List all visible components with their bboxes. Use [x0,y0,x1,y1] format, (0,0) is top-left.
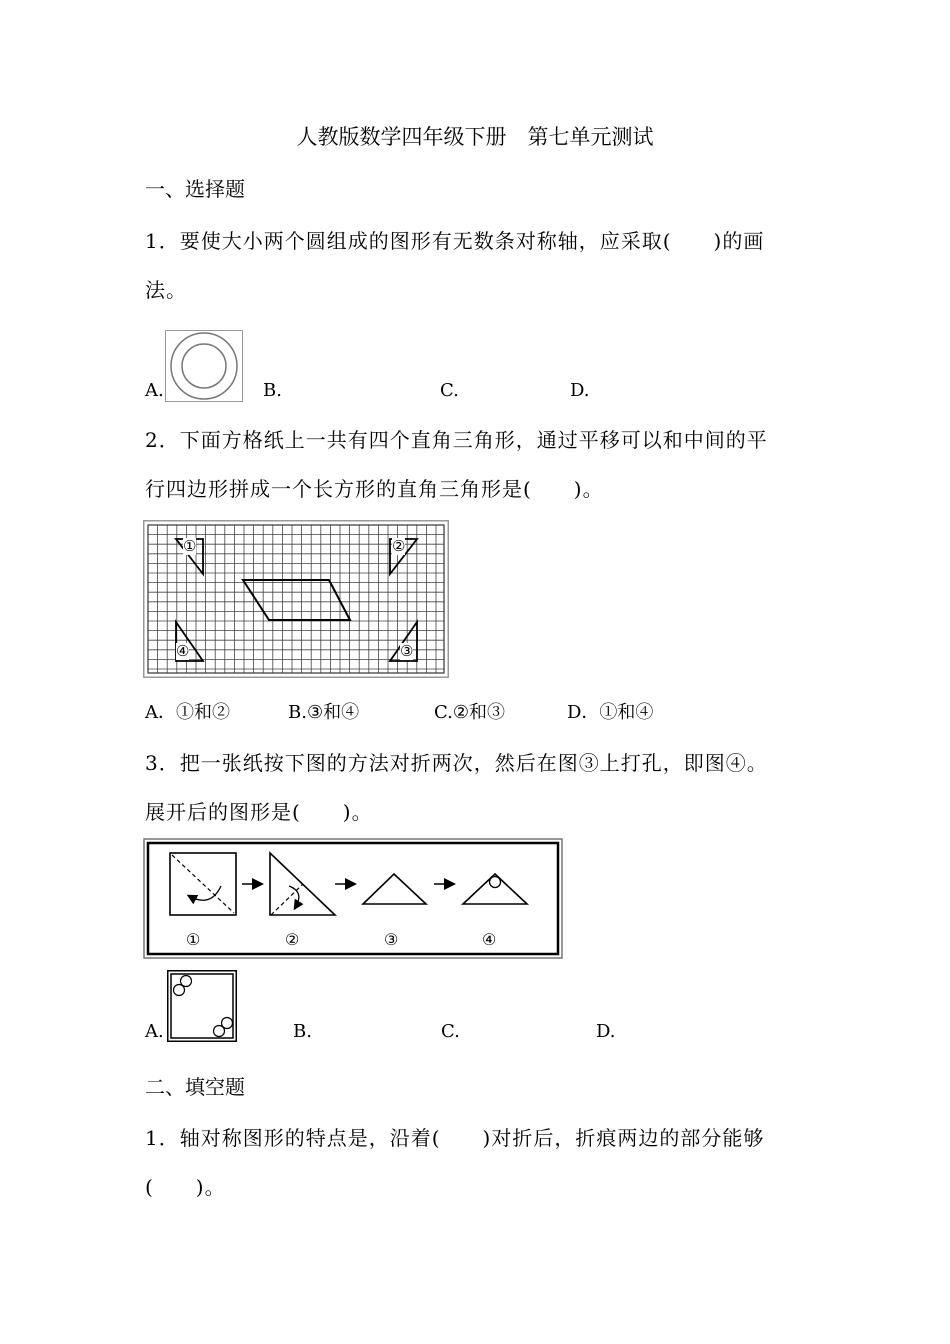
q2-grid-figure [143,520,449,678]
question-2-line-1: 2．下面方格纸上一共有四个直角三角形，通过平移可以和中间的平 [145,428,768,452]
q3-option-a-figure [167,970,237,1042]
step1-fold-arrow [189,886,221,900]
fill-question-1-line-2: ( )。 [145,1175,226,1199]
q1-option-c[interactable]: C. [440,380,459,401]
question-1-line-1: 1．要使大小两个圆组成的图形有无数条对称轴，应采取( )的画 [145,229,765,253]
q2-option-a[interactable]: A．①和② [145,702,230,723]
section-heading-choice: 一、选择题 [145,177,245,201]
fill-question-1-line-1: 1．轴对称图形的特点是，沿着( )对折后，折痕两边的部分能够 [145,1126,765,1150]
q1-option-a-figure [165,330,243,402]
page-title: 人教版数学四年级下册 第七单元测试 [296,125,654,149]
q1-option-a[interactable]: A. [145,380,164,401]
step-label-2: ② [285,930,300,949]
q1-option-d[interactable]: D. [570,380,590,401]
label-3: ③ [400,642,414,660]
question-2-line-2: 行四边形拼成一个长方形的直角三角形是( )。 [145,477,604,501]
q1-option-b[interactable]: B. [263,380,282,401]
label-2: ② [392,537,406,555]
label-1: ① [183,537,197,555]
section-heading-fill: 二、填空题 [145,1075,245,1099]
question-3-line-1: 3．把一张纸按下图的方法对折两次，然后在图③上打孔，即图④。 [145,751,768,775]
folding-steps [143,838,563,959]
q3-option-b[interactable]: B. [293,1021,312,1042]
parallelogram [243,580,350,620]
q2-option-c[interactable]: C.②和③ [434,702,505,723]
step3-triangle [363,874,426,904]
step-label-4: ④ [482,930,497,949]
q3-folding-figure [143,838,563,959]
q2-option-d[interactable]: D．①和④ [567,702,654,723]
step4-hole [490,877,501,888]
q3-option-d[interactable]: D. [596,1021,616,1042]
label-4: ④ [176,642,190,660]
step1-fold-line [172,855,234,913]
question-1-line-2: 法。 [145,278,187,302]
q3-option-c[interactable]: C. [441,1021,460,1042]
question-3-line-2: 展开后的图形是( )。 [145,800,373,824]
q3-option-a[interactable]: A. [145,1021,164,1042]
step-label-3: ③ [384,930,399,949]
step-label-1: ① [186,930,201,949]
q2-option-b[interactable]: B.③和④ [288,702,360,723]
